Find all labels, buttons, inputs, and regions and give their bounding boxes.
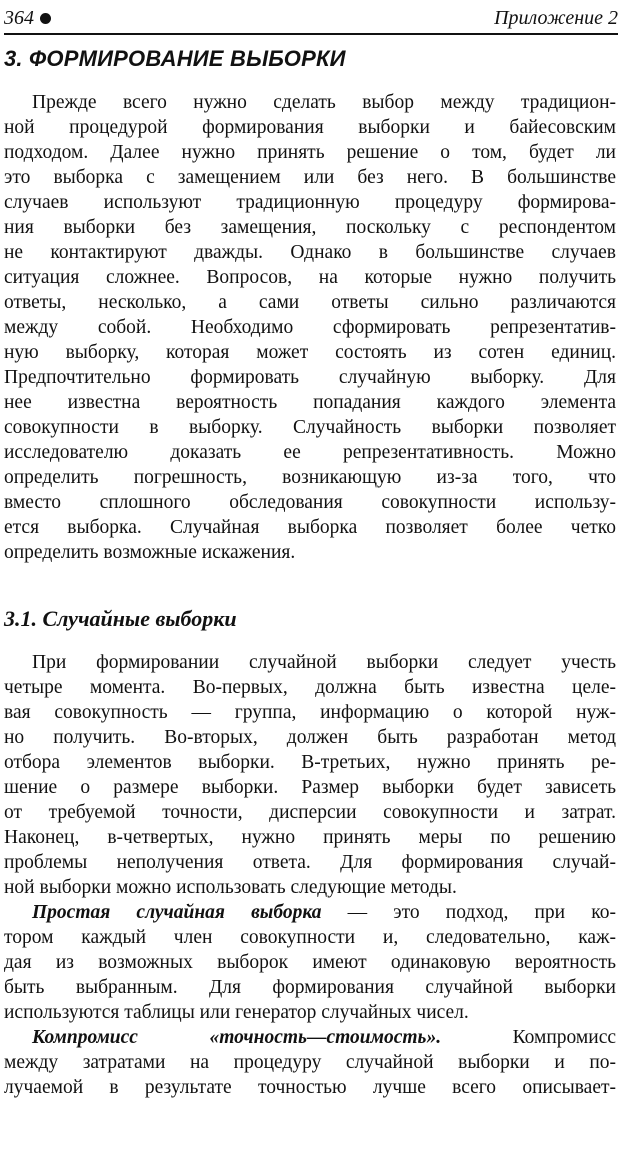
page-number-group	[4, 4, 51, 32]
simple-random-term: Простая случайная выборка	[32, 902, 322, 923]
text-line: отбора элементов выборки. В-третьих, нужно принять ре-	[4, 752, 616, 773]
text-line: ситуация сложнее. Вопросов, на которые нужно получить	[4, 267, 616, 288]
text-line: тором каждый член совокупности и, следовательно, каж-	[4, 927, 616, 948]
text-line: четыре момента. Во-первых, должна быть известна целе-	[4, 677, 616, 698]
running-head	[4, 4, 618, 32]
text-line: не контактируют дважды. Однако в большинстве случаев	[4, 242, 616, 263]
text-line: дая из возможных выборок имеют одинаковую вероятность	[4, 952, 616, 973]
text-line: определить погрешность, возникающую из-за того, что	[4, 467, 616, 488]
text-line: это выборка с замещением или без него. В большинстве	[4, 167, 616, 188]
text-line: между затратами на процедуру случайной выборки и по-	[4, 1052, 616, 1073]
header-rule	[4, 33, 618, 35]
text-line: случаев используют традиционную процедуру формирова-	[4, 192, 616, 213]
text-line: быть выбранным. Для формирования случайной выборки	[4, 977, 616, 998]
text-line: ной выборки можно использовать следующие методы.	[4, 877, 457, 898]
text-line: используются таблицы или генератор случайных чисел.	[4, 1002, 469, 1023]
subsection-title: 3.1. Случайные выборки	[4, 606, 237, 631]
bullet-dot-icon	[40, 13, 51, 24]
text-line: ния выборки без замещения, поскольку с респондентом	[4, 217, 616, 238]
text-line: совокупности в выборку. Случайность выборки позволяет	[4, 417, 616, 438]
text-line: шение о размере выборки. Размер выборки будет зависеть	[4, 777, 616, 798]
text-line: ной процедурой формирования выборки и байесовским	[4, 117, 616, 138]
text-line: лучаемой в результате точностью лучше всего описывает-	[4, 1077, 616, 1098]
text-line: вая совокупность — группа, информацию о которой нуж-	[4, 702, 616, 723]
text-line: ется выборка. Случайная выборка позволяет более четко	[4, 517, 616, 538]
text-line: Предпочтительно формировать случайную выборку. Для	[4, 367, 616, 388]
text-line: между собой. Необходимо сформировать репрезентатив-	[4, 317, 616, 338]
text-line: но получить. Во-вторых, должен быть разработан метод	[4, 727, 616, 748]
text-line: определить возможные искажения.	[4, 542, 296, 563]
text-line: от требуемой точности, дисперсии совокупности и затрат.	[4, 802, 616, 823]
section-title: 3. ФОРМИРОВАНИЕ ВЫБОРКИ	[4, 46, 346, 71]
text-line: Прежде всего нужно сделать выбор между традицион-	[32, 92, 616, 113]
text-line: исследователю доказать ее репрезентативность. Можно	[4, 442, 616, 463]
subsection-body	[4, 650, 616, 1100]
compromise-term: Компромисс «точность—стоимость».	[32, 1027, 442, 1048]
text-line: Наконец, в-четвертых, нужно принять меры по решению	[4, 827, 616, 848]
text-line: подходом. Далее нужно принять решение о том, будет ли	[4, 142, 616, 163]
compromise-first-line	[4, 1025, 616, 1050]
text-line: проблемы неполучения ответа. Для формирования случай-	[4, 852, 616, 873]
text-line: ответы, несколько, а сами ответы сильно различаются	[4, 292, 616, 313]
simple-random-lead: — это подход, при ко-	[321, 902, 616, 923]
simple-random-first-line	[4, 900, 616, 925]
compromise-lead: Компромисс	[441, 1027, 616, 1048]
text-line: нее известна вероятность попадания каждого элемента	[4, 392, 616, 413]
text-line: вместо сплошного обследования совокупности использу-	[4, 492, 616, 513]
text-line: При формировании случайной выборки следует учесть	[32, 652, 616, 673]
text-line: ную выборку, которая может состоять из сотен единиц.	[4, 342, 616, 363]
running-title: Приложение 2	[494, 7, 618, 29]
section-paragraph	[4, 90, 616, 565]
page-number: 364	[4, 7, 34, 29]
